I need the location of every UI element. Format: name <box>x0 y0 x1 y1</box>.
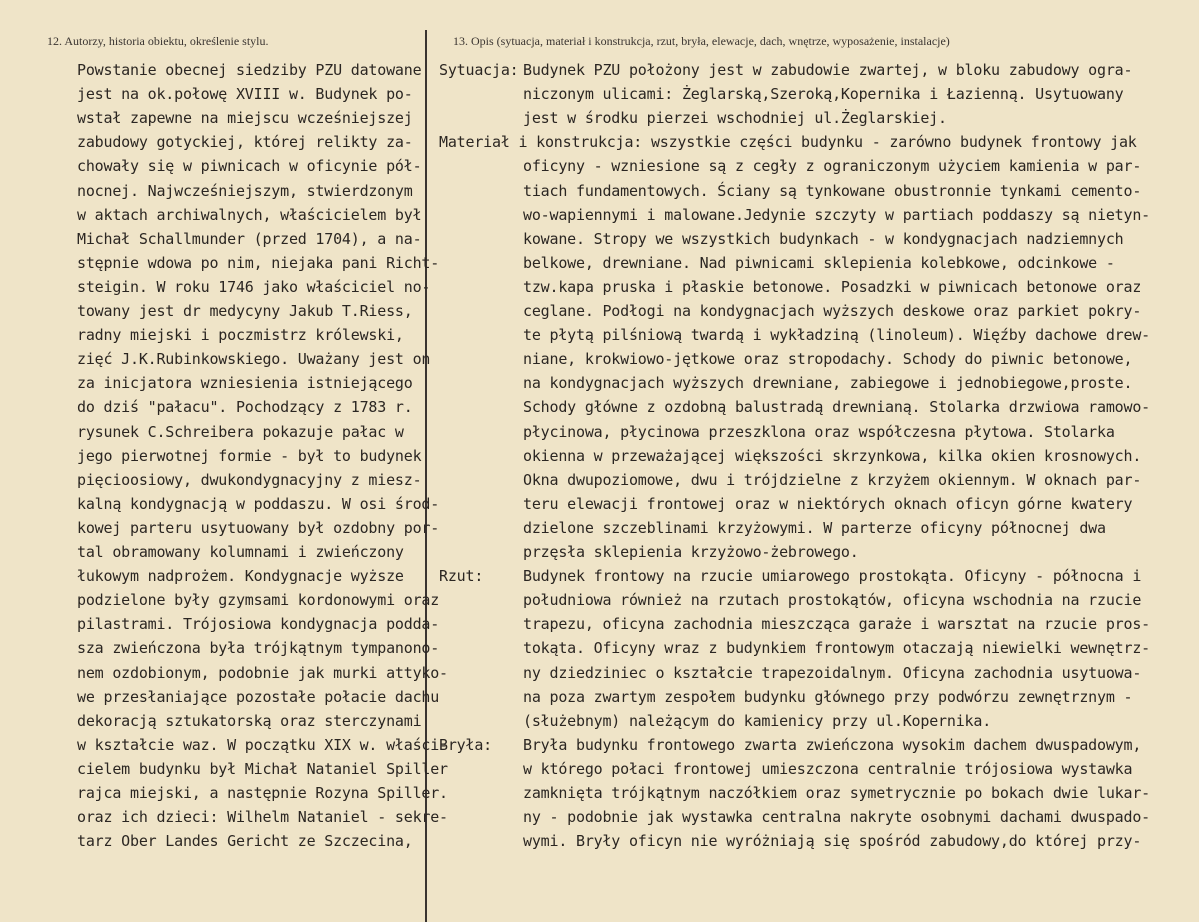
material-text-line: okienna w przeważającej większości skrzynkowa, kilka okien krosnowych. <box>523 446 1142 465</box>
history-text-line: kalną kondygnacją w poddaszu. W osi środ- <box>77 494 440 513</box>
material-heading-line: Materiał i konstrukcja: wszystkie części budynku - zarówno budynek frontowy jak <box>439 133 1137 152</box>
history-text-line: do dziś "pałacu". Pochodzący z 1783 r. <box>77 398 413 417</box>
history-text-line: rysunek C.Schreibera pokazuje pałac w <box>77 422 404 441</box>
history-text-line: za inicjatora wzniesienia istniejącego <box>77 374 413 393</box>
sytuacja-text-line: jest w środku pierzei wschodniej ul.Żeglarskiej. <box>523 109 947 128</box>
history-text-line: pięcioosiowy, dwukondygnacyjny z miesz- <box>77 470 422 489</box>
bryla-text-line: Bryła budynku frontowego zwarta zwieńczona wysokim dachem dwuspadowym, <box>523 735 1142 754</box>
history-text-line: nocnej. Najwcześniejszym, stwierdzonym <box>77 181 413 200</box>
history-text-line: Powstanie obecnej siedziby PZU datowane <box>77 61 422 79</box>
history-text-line: dekoracją sztukatorską oraz sterczynami <box>77 711 422 730</box>
material-text-line: belkowe, drewniane. Nad piwnicami sklepienia kolebkowe, odcinkowe - <box>523 253 1115 272</box>
material-text-line: tzw.kapa pruska i płaskie betonowe. Posadzki w piwnicach betonowe oraz <box>523 277 1142 296</box>
material-text-line: te płytą pilśniową twardą i wykładziną (linoleum). Więźby dachowe drew- <box>523 326 1150 345</box>
history-text-line: kowej parteru usytuowany był ozdobny por- <box>77 518 440 537</box>
history-text-line: we przesłaniające pozostałe połacie dachu <box>77 687 440 706</box>
section-13-header: 13. Opis (sytuacja, materiał i konstrukcja, rzut, bryła, elewacje, dach, wnętrze, wyposażenie, instalacje) <box>453 34 950 48</box>
material-text-line: oficyny - wzniesione są z cegły z ograniczonym użyciem kamienia w par- <box>523 157 1142 176</box>
history-text-line: wstał zapewne na miejscu wcześniejszej <box>77 109 413 128</box>
material-text-line: teru elewacji frontowej oraz w niektórych oknach oficyn górne kwatery <box>523 494 1133 513</box>
history-text-line: stępnie wdowa po nim, niejaka pani Richt- <box>77 253 440 272</box>
rzut-text-line: południowa również na rzutach prostokątów, oficyna wschodnia na rzucie <box>523 591 1142 610</box>
history-text-line: w aktach archiwalnych, właścicielem był <box>77 205 422 224</box>
bryla-label: Bryła: <box>439 735 492 754</box>
history-text-line: tarz Ober Landes Gericht ze Szczecina, <box>77 832 413 851</box>
rzut-text-line: tokąta. Oficyny wraz z budynkiem frontowym otaczają niewielki wewnętrz- <box>523 639 1150 658</box>
history-text-line: tal obramowany kolumnami i zwieńczony <box>77 543 404 561</box>
history-text-line: steigin. W roku 1746 jako właściciel no- <box>77 277 431 296</box>
material-text-line: tiach fundamentowych. Ściany są tynkowane obustronnie tynkami cemento- <box>523 181 1142 200</box>
material-text-line: dzielone szczeblinami krzyżowymi. W parterze oficyny północnej dwa <box>523 518 1106 537</box>
material-text-line: Schody główne z ozdobną balustradą drewnianą. Stolarka drzwiowa ramowo- <box>523 398 1150 417</box>
history-text-line: towany jest dr medycyny Jakub T.Riess, <box>77 302 413 320</box>
history-text-line: w kształcie waz. W początku XIX w. właści- <box>77 735 448 754</box>
sytuacja-text-line: Budynek PZU położony jest w zabudowie zwartej, w bloku zabudowy ogra- <box>523 61 1133 79</box>
material-text-line: kowane. Stropy we wszystkich budynkach - w kondygnacjach nadziemnych <box>523 229 1124 248</box>
material-text-line: niane, krokwiowo-jętkowe oraz stropodachy. Schody do piwnic betonowe, <box>523 350 1133 369</box>
rzut-text-line: na poza zwartym zespołem budynku głównego przy podwórzu zewnętrznym - <box>523 687 1133 706</box>
bryla-text-line: ny - podobnie jak wystawka centralna nakryte osobnymi dachami dwuspado- <box>523 808 1150 827</box>
history-text-line: cielem budynku był Michał Nataniel Spiller <box>77 759 448 778</box>
material-text-line: na kondygnacjach wyższych drewniane, zabiegowe i jednobiegowe,proste. <box>523 374 1133 393</box>
rzut-text-line: ny dziedziniec o kształcie trapezoidalnym. Oficyna zachodnia usytuowa- <box>523 663 1142 682</box>
history-text-line: jest na ok.połowę XVIII w. Budynek po- <box>77 85 413 104</box>
history-text-line: oraz ich dzieci: Wilhelm Nataniel - sekre- <box>77 808 448 827</box>
history-text-line: Michał Schallmunder (przed 1704), a na- <box>77 229 422 248</box>
sytuacja-text-line: niczonym ulicami: Żeglarską,Szeroką,Kopernika i Łazienną. Usytuowany <box>523 85 1124 104</box>
history-text-line: łukowym nadprożem. Kondygnacje wyższe <box>77 567 404 586</box>
history-text-line: jego pierwotnej formie - był to budynek <box>77 446 422 465</box>
section-12-header: 12. Autorzy, historia obiektu, określenie stylu. <box>47 34 269 48</box>
history-text-line: zabudowy gotyckiej, której relikty za- <box>77 133 413 152</box>
history-text-line: rajca miejski, a następnie Rozyna Spiller. <box>77 784 448 802</box>
history-text-line: pilastrami. Trójosiowa kondygnacja podda- <box>77 615 440 634</box>
rzut-text-line: (służebnym) należącym do kamienicy przy ul.Kopernika. <box>523 711 992 730</box>
history-text-line: zięć J.K.Rubinkowskiego. Uważany jest on <box>77 350 431 369</box>
rzut-text-line: trapezu, oficyna zachodnia mieszcząca garaże i warsztat na rzucie pros- <box>523 615 1150 634</box>
history-text-line: podzielone były gzymsami kordonowymi oraz <box>77 591 440 610</box>
material-text-line: płycinowa, płycinowa przeszklona oraz współczesna płytowa. Stolarka <box>523 422 1115 441</box>
material-text-line: Okna dwupoziomowe, dwu i trójdzielne z krzyżem okiennym. W oknach par- <box>523 470 1142 489</box>
material-text-line: ceglane. Podłogi na kondygnacjach wyższych deskowe oraz parkiet pokry- <box>523 302 1142 320</box>
sytuacja-label: Sytuacja: <box>439 61 519 79</box>
material-text-line: wo-wapiennymi i malowane.Jedynie szczyty w partiach poddaszy są nietyn- <box>523 205 1150 224</box>
rzut-label: Rzut: <box>439 567 484 586</box>
bryla-text-line: zamknięta trójkątnym naczółkiem oraz symetrycznie po bokach dwie lukar- <box>523 784 1150 802</box>
material-text-line: przęsła sklepienia krzyżowo-żebrowego. <box>523 543 859 561</box>
history-text-line: sza zwieńczona była trójkątnym tympanono- <box>77 639 440 658</box>
bryla-text-line: w którego połaci frontowej umieszczona centralnie trójosiowa wystawka <box>523 759 1133 778</box>
history-text-line: nem ozdobionym, podobnie jak murki attyko- <box>77 663 448 682</box>
bryla-text-line: wymi. Bryły oficyn nie wyróżniają się spośród zabudowy,do której przy- <box>523 832 1142 851</box>
history-text-line: chowały się w piwnicach w oficynie pół- <box>77 157 422 176</box>
history-text-line: radny miejski i poczmistrz królewski, <box>77 326 404 345</box>
rzut-text-line: Budynek frontowy na rzucie umiarowego prostokąta. Oficyny - północna i <box>523 567 1142 586</box>
